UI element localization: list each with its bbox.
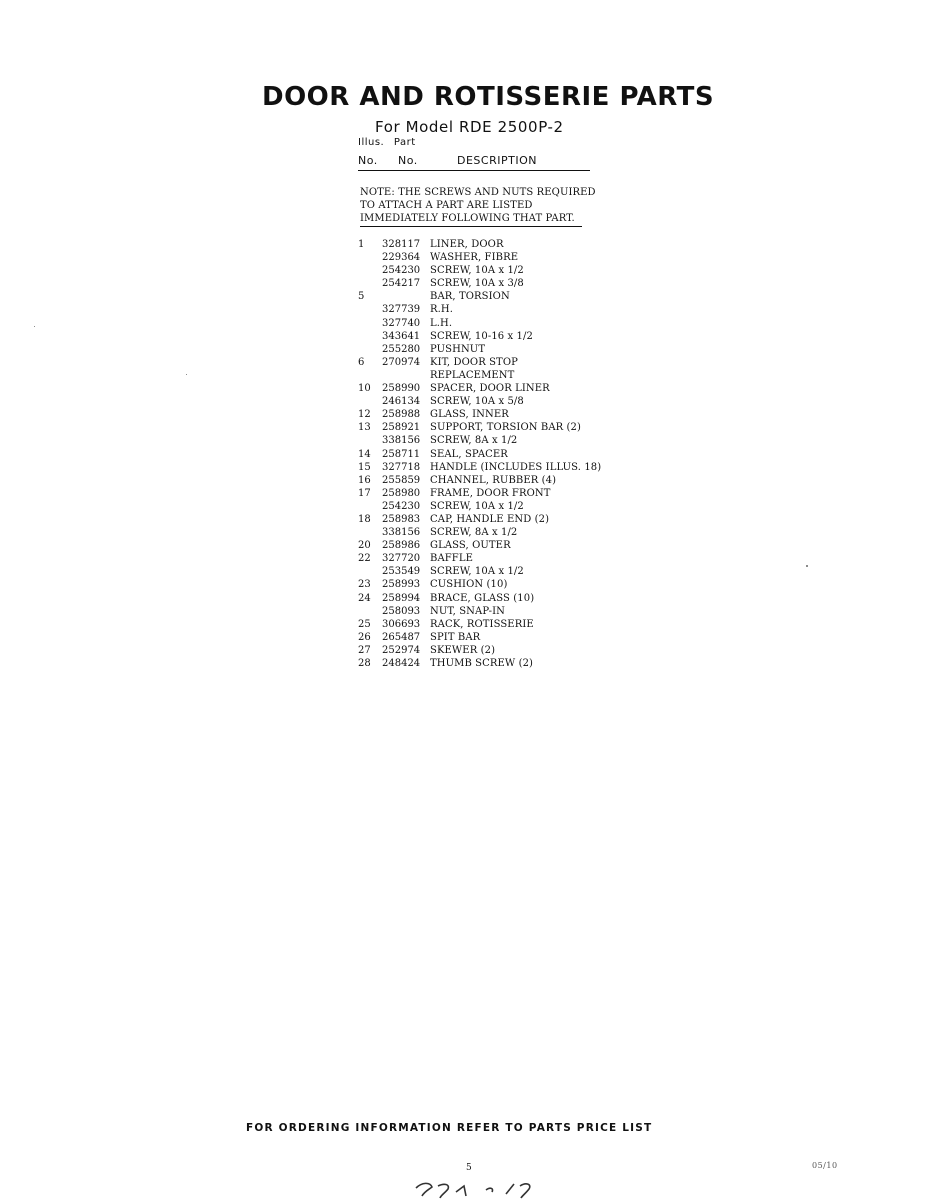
part-number: 343641 <box>382 330 421 342</box>
note-line: TO ATTACH A PART ARE LISTED <box>360 200 533 211</box>
illus-number: 1 <box>358 239 365 250</box>
part-description: SCREW, 10A x 1/2 <box>430 265 524 277</box>
table-row <box>358 369 618 382</box>
handwritten-mark-icon <box>414 1178 534 1200</box>
page-title: DOOR AND ROTISSERIE PARTS <box>262 82 715 112</box>
illus-number: 28 <box>358 658 371 669</box>
table-row <box>358 395 618 408</box>
part-description: BRACE, GLASS (10) <box>430 592 535 604</box>
table-row <box>358 644 618 657</box>
illus-number: 6 <box>358 356 365 368</box>
table-row <box>358 343 618 356</box>
part-description: SCREW, 10A x 1/2 <box>430 566 524 578</box>
part-number: 248424 <box>382 658 421 669</box>
part-number: 265487 <box>382 631 421 643</box>
part-description: SCREW, 10A x 3/8 <box>430 278 524 290</box>
part-number: 327740 <box>382 317 421 329</box>
illus-label: Illus. <box>358 137 385 148</box>
table-row <box>358 290 618 303</box>
table-row <box>358 303 618 316</box>
part-description: SPIT BAR <box>430 631 481 643</box>
part-number: 258983 <box>382 513 421 525</box>
table-header <box>358 154 590 171</box>
illus-number: 12 <box>358 409 371 421</box>
date-code: 05/10 <box>812 1161 838 1170</box>
part-number: 258990 <box>382 383 421 395</box>
part-description: SCREW, 10-16 x 1/2 <box>430 330 533 342</box>
part-description: SEAL, SPACER <box>430 448 508 460</box>
part-number: 327718 <box>382 461 421 473</box>
part-description: R.H. <box>430 304 454 316</box>
part-description: FRAME, DOOR FRONT <box>430 487 551 499</box>
illus-number: 14 <box>358 448 371 460</box>
part-description: GLASS, INNER <box>430 409 509 421</box>
part-number: 258921 <box>382 422 421 434</box>
table-row <box>358 578 618 591</box>
part-description: CAP, HANDLE END (2) <box>430 513 550 525</box>
scan-speck <box>34 326 35 327</box>
part-number: 255859 <box>382 474 421 486</box>
part-description: HANDLE (INCLUDES ILLUS. 18) <box>430 461 602 473</box>
part-description: KIT, DOOR STOP <box>430 356 518 368</box>
part-number: 338156 <box>382 435 421 447</box>
part-number: 252974 <box>382 644 421 656</box>
part-number: 258988 <box>382 409 421 421</box>
part-no-label: No. <box>398 154 418 167</box>
table-row <box>358 618 618 631</box>
table-row <box>358 526 618 539</box>
part-number: 327739 <box>382 304 421 316</box>
table-row <box>358 382 618 395</box>
part-number: 254217 <box>382 278 421 290</box>
part-number: 258093 <box>382 605 421 617</box>
table-row <box>358 513 618 526</box>
illus-no-label: No. <box>358 154 378 167</box>
model-subtitle: For Model RDE 2500P-2 <box>375 118 564 136</box>
parts-list <box>358 238 618 670</box>
part-number: 328117 <box>382 239 421 250</box>
table-row <box>358 539 618 552</box>
table-row <box>358 356 618 369</box>
table-row <box>358 317 618 330</box>
table-row <box>358 592 618 605</box>
part-description: CHANNEL, RUBBER (4) <box>430 474 557 486</box>
part-description: WASHER, FIBRE <box>430 252 519 264</box>
part-description: SUPPORT, TORSION BAR (2) <box>430 422 582 434</box>
table-row <box>358 565 618 578</box>
illus-number: 5 <box>358 291 365 303</box>
illus-number: 16 <box>358 474 371 486</box>
part-description: NUT, SNAP-IN <box>430 605 506 617</box>
part-description: GLASS, OUTER <box>430 540 511 552</box>
part-number: 258994 <box>382 592 421 604</box>
illus-number: 25 <box>358 618 371 630</box>
illus-number: 26 <box>358 631 371 643</box>
part-number: 306693 <box>382 618 421 630</box>
part-description: SCREW, 10A x 1/2 <box>430 500 524 512</box>
note-line: IMMEDIATELY FOLLOWING THAT PART. <box>360 212 582 227</box>
table-row <box>358 238 618 251</box>
table-row <box>358 277 618 290</box>
part-number: 258993 <box>382 579 421 591</box>
table-row <box>358 251 618 264</box>
table-header-top <box>358 137 416 148</box>
part-number: 246134 <box>382 396 421 408</box>
part-description: L.H. <box>430 317 453 329</box>
table-row <box>358 264 618 277</box>
part-description: THUMB SCREW (2) <box>430 658 534 669</box>
table-row <box>358 631 618 644</box>
part-description: BAR, TORSION <box>430 291 510 303</box>
scan-speck <box>186 374 187 375</box>
illus-number: 20 <box>358 540 371 552</box>
table-row <box>358 448 618 461</box>
part-description: LINER, DOOR <box>430 239 504 250</box>
part-number: 229364 <box>382 252 421 264</box>
table-row <box>358 461 618 474</box>
part-description: PUSHNUT <box>430 343 486 355</box>
illus-number: 22 <box>358 553 371 565</box>
part-number: 254230 <box>382 265 421 277</box>
table-row <box>358 487 618 500</box>
scan-speck <box>806 565 808 567</box>
assembly-note <box>360 186 596 227</box>
part-label: Part <box>393 137 416 148</box>
part-description: SCREW, 8A x 1/2 <box>430 435 518 447</box>
part-description: RACK, ROTISSERIE <box>430 618 534 630</box>
part-description: SCREW, 8A x 1/2 <box>430 527 518 539</box>
part-description: SKEWER (2) <box>430 644 496 656</box>
part-description: SPACER, DOOR LINER <box>430 383 550 395</box>
part-description: CUSHION (10) <box>430 579 508 591</box>
table-row <box>358 657 618 670</box>
part-number: 254230 <box>382 500 421 512</box>
illus-number: 18 <box>358 513 371 525</box>
table-row <box>358 500 618 513</box>
illus-number: 10 <box>358 383 371 395</box>
illus-number: 23 <box>358 579 371 591</box>
table-row <box>358 605 618 618</box>
table-row <box>358 408 618 421</box>
table-row <box>358 330 618 343</box>
table-row <box>358 552 618 565</box>
illus-number: 17 <box>358 487 371 499</box>
part-number: 255280 <box>382 343 421 355</box>
ordering-info: FOR ORDERING INFORMATION REFER TO PARTS PRICE LIST <box>246 1122 653 1134</box>
part-description: BAFFLE <box>430 553 473 565</box>
table-row <box>358 421 618 434</box>
part-number: 338156 <box>382 527 421 539</box>
page-number: 5 <box>466 1163 472 1173</box>
part-number: 253549 <box>382 566 421 578</box>
illus-number: 13 <box>358 422 371 434</box>
table-row <box>358 474 618 487</box>
part-number: 270974 <box>382 356 421 368</box>
part-number: 258711 <box>382 448 421 460</box>
illus-number: 27 <box>358 644 371 656</box>
table-row <box>358 434 618 447</box>
illus-number: 15 <box>358 461 371 473</box>
part-number: 327720 <box>382 553 421 565</box>
part-number: 258980 <box>382 487 421 499</box>
part-description: SCREW, 10A x 5/8 <box>430 396 524 408</box>
description-label: DESCRIPTION <box>457 154 537 167</box>
illus-number: 24 <box>358 592 371 604</box>
part-description: REPLACEMENT <box>430 369 515 381</box>
note-line: NOTE: THE SCREWS AND NUTS REQUIRED <box>360 187 596 198</box>
part-number: 258986 <box>382 540 421 552</box>
